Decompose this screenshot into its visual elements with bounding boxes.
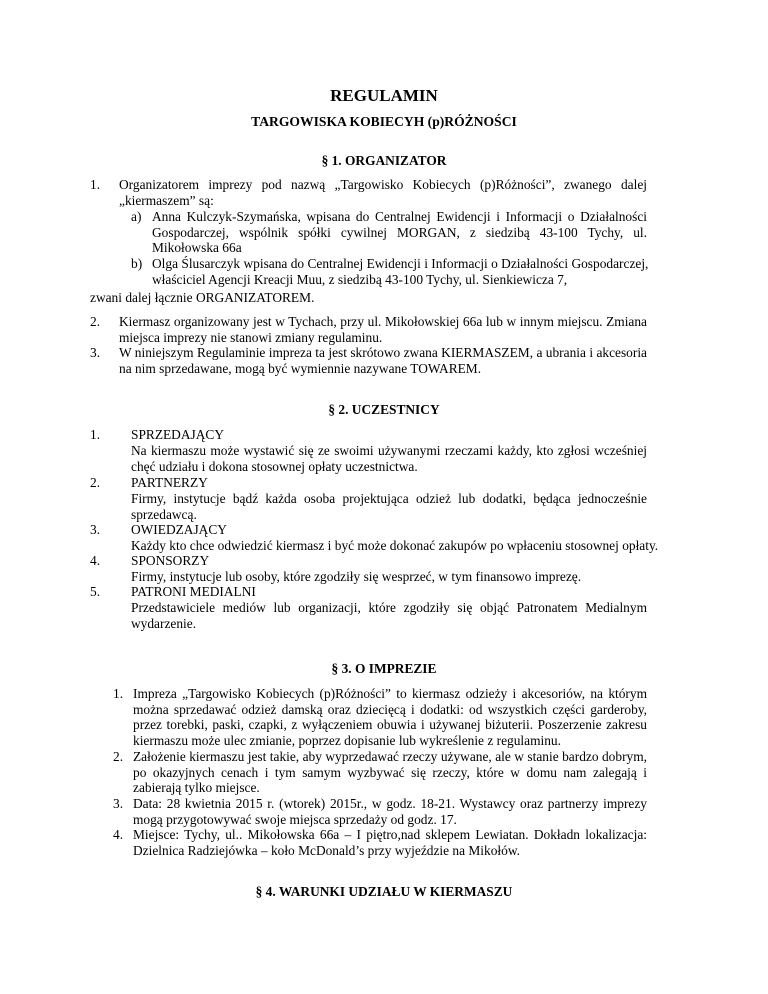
list-number: 2. — [113, 749, 124, 764]
paragraph: Organizatorem imprezy pod nazwą „Targowisko Kobiecych (p)Różności”, zwanego dalej „kiermaszem” są: — [119, 177, 647, 208]
list-number: 2. — [90, 475, 101, 490]
list-number: 1. — [90, 177, 101, 192]
paragraph: W niniejszym Regulaminie impreza ta jest skrótowo zwana KIERMASZEM, a ubrania i akcesoria na nim sprzedawane, mogą być wymiennie nazywane TOWAREM. — [119, 345, 647, 376]
item-label: PARTNERZY — [131, 475, 208, 490]
document-subtitle: TARGOWISKA KOBIECYH (p)RÓŻNOŚCI — [251, 114, 517, 129]
list-number: 1. — [90, 427, 101, 442]
paragraph: Miejsce: Tychy, ul.. Mikołowska 66a – I piętro,nad sklepem Lewiatan. Dokładn lokalizacja: Dzielnica Radziejówka – koło McDonald’s przy wyjeździe na Mikołów. — [133, 827, 647, 858]
item-label: SPRZEDAJĄCY — [131, 427, 225, 442]
section-heading: § 2. UCZESTNICY — [328, 402, 440, 417]
list-number: 3. — [90, 345, 101, 360]
item-label: OWIEDZAJĄCY — [131, 522, 227, 537]
paragraph: Olga Ślusarczyk wpisana do Centralnej Ewidencji i Informacji o Działalności Gospodarczej, właściciel Agencji Kreacji Muu, z siedzibą 43-100 Tychy, ul. Sienkiewicza 7, — [152, 256, 649, 287]
paragraph: Firmy, instytucje lub osoby, które zgodziły się wesprzeć, w tym finansowo imprezę. — [131, 569, 582, 584]
paragraph: Anna Kulczyk-Szymańska, wpisana do Centralnej Ewidencji i Informacji o Działalności Gospodarczej, wspólnik spółki cywilnej MORGAN, z siedzibą 43-100 Tychy, ul. Mikołowska 66a — [152, 209, 647, 255]
list-number: 5. — [90, 584, 101, 599]
list-number: 4. — [113, 827, 124, 842]
paragraph: Impreza „Targowisko Kobiecych (p)Różności” to kiermasz odzieży i akcesoriów, na którym można sprzedawać odzież damską oraz dziecięcą i dodatki: od wszystkich części garderoby, przez torebki, paski, czapki, z wyłączeniem obuwia i używanej biżuterii. Poszerzenie zakresu kiermaszu może ulec zmianie, poprzez dopisanie lub wykreślenie z regulaminu. — [133, 686, 647, 748]
paragraph: Firmy, instytucje bądź każda osoba projektująca odzież lub dodatki, będąca jednocześnie sprzedawcą. — [131, 491, 647, 522]
document-title: REGULAMIN — [330, 86, 438, 105]
item-label: SPONSORZY — [131, 553, 210, 568]
section-heading: § 1. ORGANIZATOR — [321, 153, 447, 168]
section-heading: § 3. O IMPREZIE — [331, 661, 437, 676]
list-number: 2. — [90, 314, 101, 329]
list-letter: a) — [131, 209, 142, 224]
paragraph: Data: 28 kwietnia 2015 r. (wtorek) 2015r., w godz. 18-21. Wystawcy oraz partnerzy imprezy mogą przygotowywać swoje miejsca sprzedaży od godz. 17. — [133, 796, 647, 827]
list-number: 4. — [90, 553, 101, 568]
list-number: 1. — [113, 686, 124, 701]
paragraph: Na kiermaszu może wystawić się ze swoimi używanymi rzeczami każdy, kto zgłosi wcześniej chęć udziału i dokona stosownej opłaty uczestnictwa. — [131, 443, 647, 474]
section-heading: § 4. WARUNKI UDZIAŁU W KIERMASZU — [255, 884, 513, 899]
paragraph: Przedstawiciele mediów lub organizacji, które zgodziły się objąć Patronatem Medialnym wydarzenie. — [131, 600, 647, 631]
list-number: 3. — [90, 522, 101, 537]
paragraph: Kiermasz organizowany jest w Tychach, przy ul. Mikołowskiej 66a lub w innym miejscu. Zmiana miejsca imprezy nie stanowi zmiany regulaminu. — [119, 314, 647, 345]
paragraph: Każdy kto chce odwiedzić kiermasz i być może dokonać zakupów po wpłaceniu stosownej opłaty. — [131, 538, 659, 553]
list-number: 3. — [113, 796, 124, 811]
paragraph: Założenie kiermaszu jest takie, aby wyprzedawać rzeczy używane, ale w stanie bardzo dobrym, po okazyjnych cenach i tym samym wyzbywać się rzeczy, które w domu nam zalegają i zabierają tylko miejsce. — [133, 749, 647, 795]
list-letter: b) — [131, 256, 143, 271]
item-label: PATRONI MEDIALNI — [131, 584, 256, 599]
paragraph: zwani dalej łącznie ORGANIZATOREM. — [90, 290, 315, 305]
